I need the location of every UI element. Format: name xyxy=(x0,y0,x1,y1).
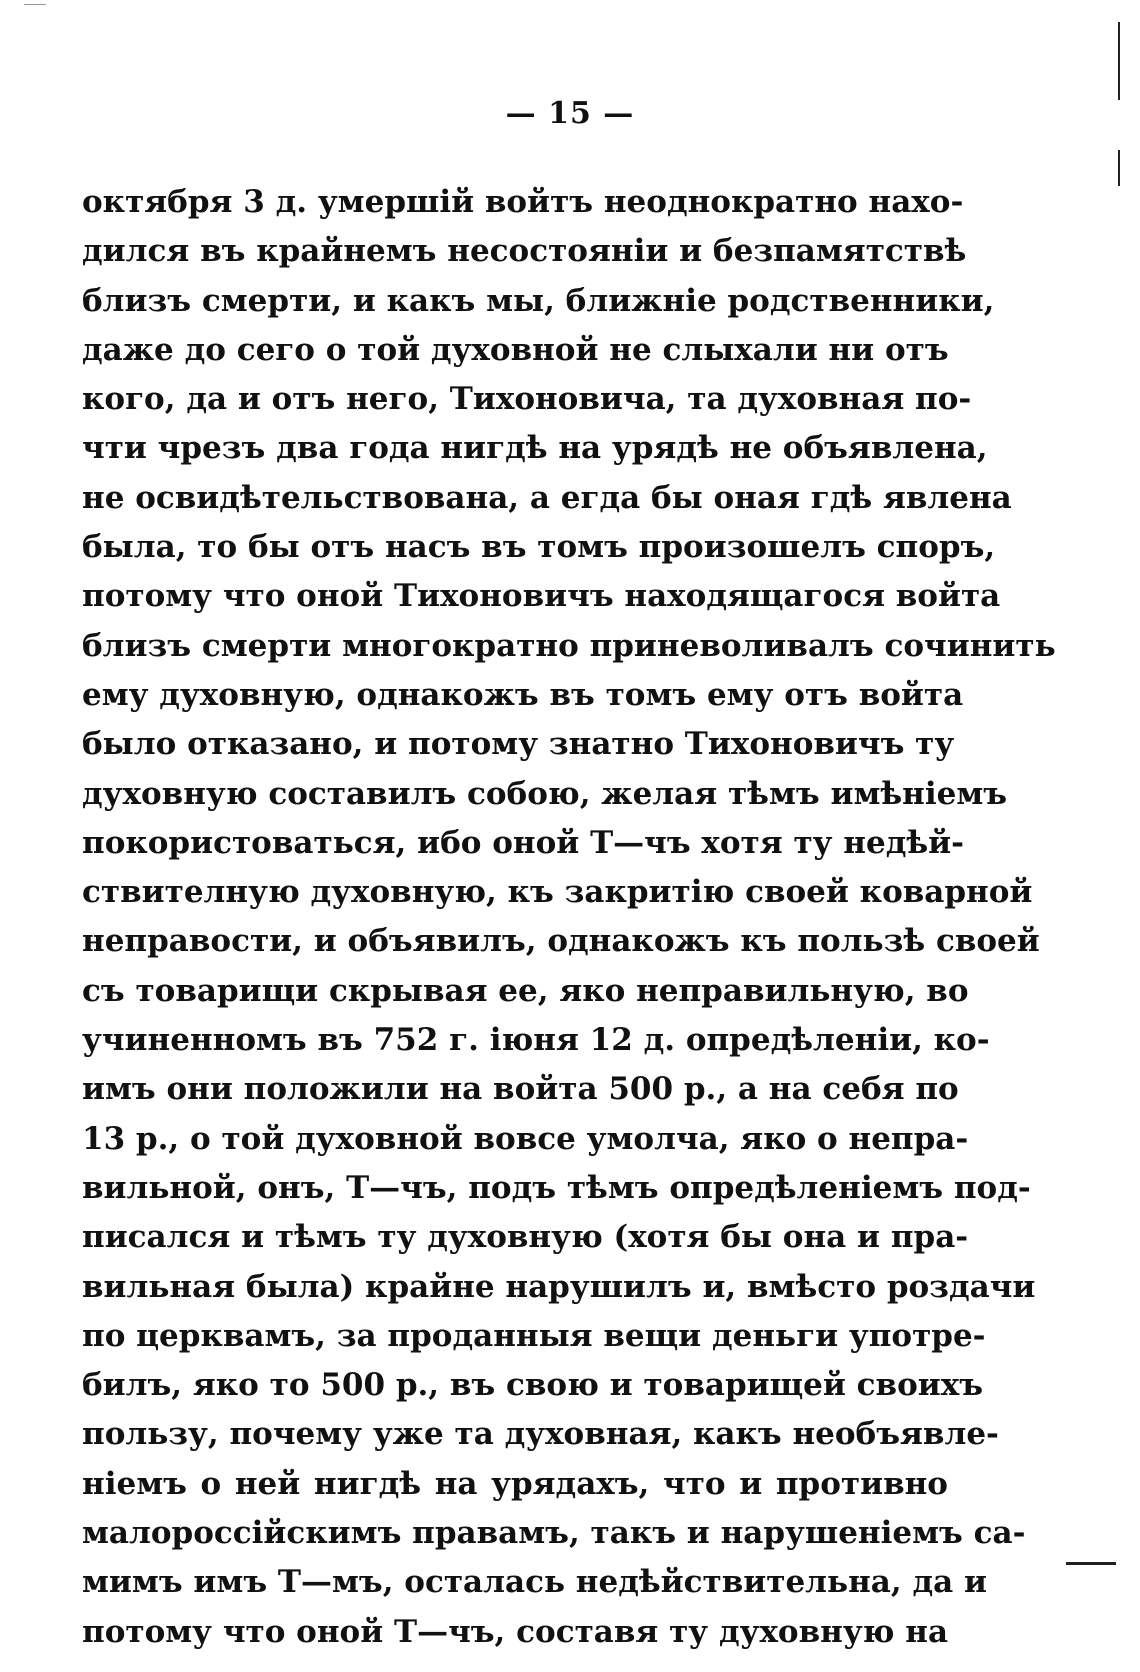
text-line: чти чрезъ два года нигдѣ на урядѣ не объявлена, xyxy=(82,430,988,467)
text-line: дился въ крайнемъ несостояніи и безпамятствѣ xyxy=(82,233,967,270)
text-line: духовную составилъ собою, желая тѣмъ имѣніемъ xyxy=(82,775,1008,812)
text-line: покористоваться, ибо оной Т—чъ хотя ту недѣй- xyxy=(82,824,965,861)
text-line: 13 р., о той духовной вовсе умолча, яко о непра- xyxy=(82,1120,969,1157)
text-line: по церквамъ, за проданныя вещи деньги употре- xyxy=(82,1317,986,1354)
text-line: кого, да и отъ него, Тихоновича, та духовная по- xyxy=(82,381,972,418)
text-line: была, то бы отъ насъ въ томъ произошелъ споръ, xyxy=(82,529,996,566)
scan-edge-mark xyxy=(1066,1562,1116,1565)
text-line: ствителную духовную, къ закритію своей коварной xyxy=(82,874,1033,911)
text-line: писался и тѣмъ ту духовную (хотя бы она и пра- xyxy=(82,1219,969,1256)
text-line: ніемъ о ней нигдѣ на урядахъ, что и противно xyxy=(82,1465,948,1502)
scan-edge-mark xyxy=(1118,22,1120,100)
text-line: даже до сего о той духовной не слыхали ни отъ xyxy=(82,331,949,368)
text-line: октября 3 д. умершій войтъ неоднократно нахо- xyxy=(82,184,964,220)
text-line: близъ смерти многократно приневоливалъ сочинить xyxy=(82,627,1056,664)
body-text xyxy=(82,178,1056,1657)
text-line: мимъ имъ Т—мъ, осталась недѣйствительна, да и xyxy=(82,1564,987,1601)
text-line: близъ смерти, и какъ мы, ближніе родственники, xyxy=(82,282,995,319)
text-line: билъ, яко то 500 р., въ свою и товарищей своихъ xyxy=(82,1367,984,1404)
text-line: съ товарищи скрывая ее, яко неправильную, во xyxy=(82,972,969,1009)
text-line: учиненномъ въ 752 г. іюня 12 д. опредѣленіи, ко- xyxy=(82,1022,990,1059)
text-line: вильной, онъ, Т—чъ, подъ тѣмъ опредѣленіемъ под- xyxy=(82,1169,1031,1206)
text-line: ему духовную, однакожъ въ томъ ему отъ войта xyxy=(82,676,964,713)
text-line: было отказано, и потому знатно Тихоновичъ ту xyxy=(82,726,955,763)
text-line: не освидѣтельствована, а егда бы оная гдѣ явлена xyxy=(82,479,1012,516)
text-line: потому что оной Тихоновичъ находящагося войта xyxy=(82,578,1001,615)
text-line: имъ они положили на войта 500 р., а на себя по xyxy=(82,1071,959,1108)
text-line: малороссійскимъ правамъ, такъ и нарушеніемъ са- xyxy=(82,1515,1026,1552)
scan-edge-mark xyxy=(24,4,46,5)
text-line: пользу, почему уже та духовная, какъ необъявле- xyxy=(82,1416,999,1453)
scan-edge-mark xyxy=(1118,150,1120,186)
page-number: — 15 — xyxy=(505,96,635,131)
text-line: неправости, и объявилъ, однакожъ къ пользѣ своей xyxy=(82,923,1040,960)
text-line: потому что оной Т—чъ, составя ту духовную на xyxy=(82,1613,949,1650)
text-line: вильная была) крайне нарушилъ и, вмѣсто роздачи xyxy=(82,1268,1036,1305)
